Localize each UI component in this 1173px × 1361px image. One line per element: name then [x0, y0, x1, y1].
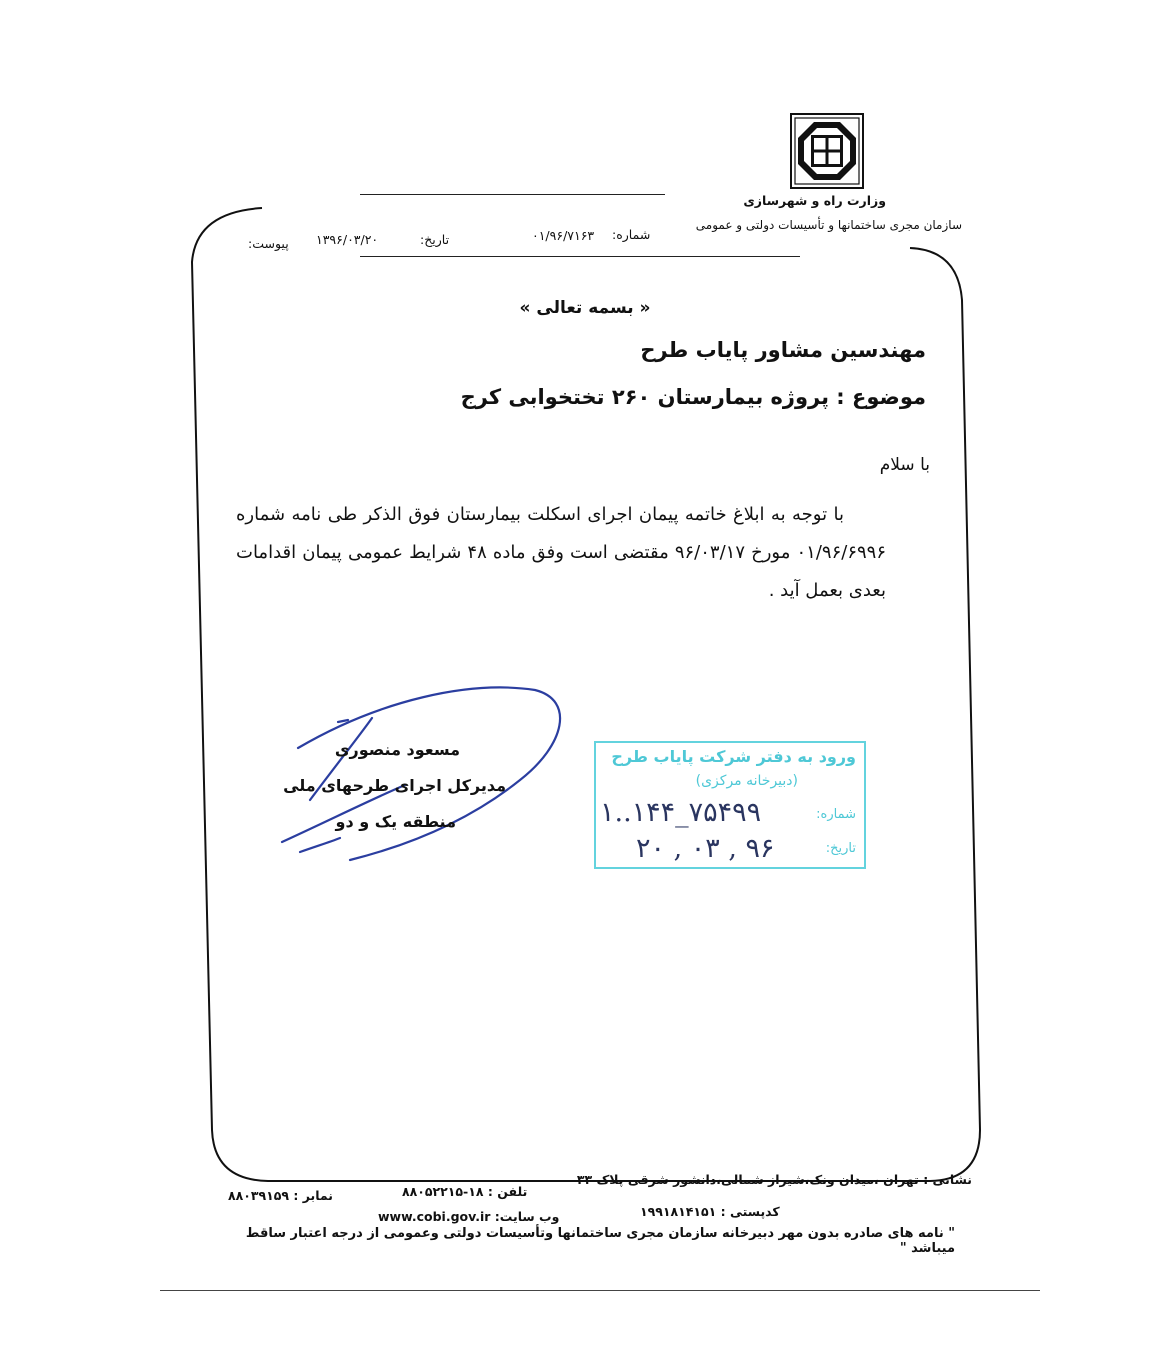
- letter-body: با توجه به ابلاغ خاتمه پیمان اجرای اسکلت بیمارستان فوق الذکر طی نامه شماره ۰۱/۹۶/۶۹۹۶ مورخ ۹۶/۰۳/۱۷ مقتضی است وفق ماده ۴۸ شرایط عمومی پیمان اقدامات بعدی بعمل آید .: [236, 504, 886, 601]
- stamp-number-handwritten: ۱..۱۴۴_۷۵۴۹۹: [600, 797, 762, 828]
- signatory-region: منطقه یک و دو: [335, 812, 456, 831]
- stamp-number-label: شماره:: [816, 807, 856, 822]
- stamp-title: ورود به دفتر شرکت پایاب طرح: [611, 747, 856, 766]
- footer-phone: تلفن : ۱۸-۸۸۰۵۲۲۱۵: [402, 1184, 528, 1199]
- footer-disclaimer: " نامه های صادره بدون مهر دبیرخانه سازمان مجری ساختمانها وتأسیسات دولتی وعمومی از درجه اعتبار ساقط میباشد ": [245, 1226, 955, 1256]
- header-rule-bottom: [360, 256, 800, 257]
- footer-website: وب سایت: www.cobi.gov.ir: [378, 1209, 560, 1224]
- stamp-date-label: تاریخ:: [825, 841, 856, 856]
- ministry-logo: [790, 113, 864, 189]
- number-value: ۰۱/۹۶/۷۱۶۳: [532, 228, 595, 243]
- footer-rule: [160, 1290, 1040, 1291]
- greeting: با سلام: [879, 455, 930, 475]
- signature-scribble: [282, 687, 560, 860]
- basmala: « بسمه تعالی »: [519, 298, 651, 318]
- footer-address: نشانی : تهران ،میدان ونک،شیراز شمالی،دانشور شرقی پلاک ۳۳: [576, 1172, 972, 1187]
- signatory-name: مسعود منصوری: [334, 740, 460, 759]
- header-rule-top: [360, 194, 665, 195]
- stamp-date-handwritten: ۲۰ , ۰۳ , ۹۶: [636, 833, 775, 864]
- date-value: ۱۳۹۶/۰۳/۲۰: [316, 232, 379, 247]
- signatory-title: مدیرکل اجرای طرحهای ملی: [283, 776, 506, 795]
- date-label: تاریخ:: [420, 232, 450, 247]
- organization-name: سازمان مجری ساختمانها و تأسیسات دولتی و عمومی: [695, 218, 962, 232]
- octagon-logo-icon: [790, 113, 864, 189]
- footer-postal-code: کدپستی : ۱۹۹۱۸۱۴۱۵۱: [640, 1204, 780, 1219]
- stamp-subtitle: (دبیرخانه مرکزی): [695, 773, 798, 789]
- recipient: مهندسین مشاور پایاب طرح: [640, 338, 926, 362]
- footer-fax: نمابر : ۸۸۰۳۹۱۵۹: [228, 1188, 333, 1203]
- number-label: شماره:: [612, 227, 651, 242]
- attachment-label: پیوست:: [248, 236, 289, 251]
- subject-line: موضوع : پروژه بیمارستان ۲۶۰ تختخوابی کرج: [460, 385, 926, 409]
- receipt-stamp: [594, 741, 866, 869]
- ministry-name: وزارت راه و شهرسازی: [743, 193, 886, 208]
